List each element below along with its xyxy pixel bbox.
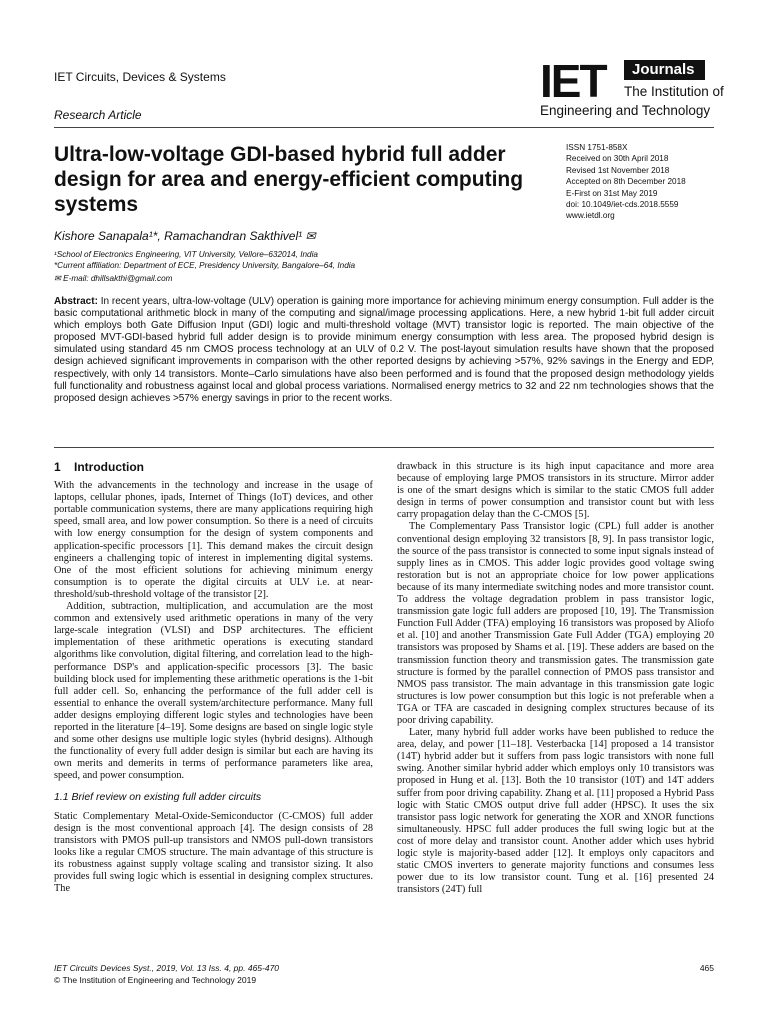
corresponding-email[interactable]: ✉ E-mail: dhillsakthi@gmail.com [54,274,173,283]
meta-received: Received on 30th April 2018 [566,154,669,164]
body-column-left [54,461,373,895]
article-title: Ultra-low-voltage GDI-based hybrid full adder design for area and energy-efficient computing systems [54,143,524,216]
article-type: Research Article [54,108,142,122]
paragraph: Static Complementary Metal-Oxide-Semiconductor (C-CMOS) full adder design is the most conventional approach [4]. The design consists of 28 transistors with PMOS pull-up transistors and NMOS pull-down transistors looks like a regular CMOS structure. The main advantage of this structure is its robustness against supply voltage scaling and transistor sizing. It also provides full swing logic which is essential in designing complex structures. The [54,810,373,895]
body-column-right [397,461,714,896]
abstract-text: In recent years, ultra-low-voltage (ULV) operation is gaining more importance for achieving minimum energy consumption. Full adder is the basic computational arithmetic block in many of the computing and signal/image processing applications. Here, a new hybrid 1-bit full adder circuit which employs both Gate Diffusion Input (GDI) logic and multi-threshold voltage (MVT) transistor logic is reported. The main objective of the proposed MVT-GDI-based hybrid full adder design is to provide minimum energy consumption with less area. The proposed hybrid design is simulated using standard 45 nm CMOS process technology at an ULV of 0.2 V. The post-layout simulation results have shown that the proposed design achieved significant improvements in comparison with the other reported designs by achieving >57%, 92% savings in the Energy and EDP, respectively, with only 14 transistors. Monte–Carlo simulations have also been performed and is found that the proposed design methodology yields full functionality and robustness against local and global process variations. Normalised energy metrics to 32 and 22 nm technologies shows that the proposed design achieves >57% energy savings in prior to the recent works. [54,296,714,404]
iet-logo [540,55,724,122]
abstract [54,296,714,405]
meta-doi[interactable]: doi: 10.1049/iet-cds.2018.5559 [566,200,679,210]
meta-efirst: E-First on 31st May 2019 [566,188,658,198]
section-number: 1 [54,460,61,474]
paragraph: drawback in this structure is its high input capacitance and more area because of employing large PMOS transistors in its structure. Mirror adder is one of the smart designs which is similar to the static CMOS full adder design in terms of power consumption and transistor count but with less carry propagation delay than the C-CMOS [5]. [397,461,714,521]
page-number: 465 [699,963,714,973]
affiliation-1: ¹School of Electronics Engineering, VIT University, Vellore–632014, India [54,250,318,259]
section-heading-introduction [54,461,373,473]
paragraph: Addition, subtraction, multiplication, and accumulation are the most common and extensively used arithmetic operations in many of the very large-scale integration (VLSI) and DSP architectures. The efficient implementation of these arithmetic operations is executing standard algorithms like convolution, digital filtering, and correlation lead to the high-performance DSP's and application-specific processors [3]. The basic building block used for implementing these arithmetic operations is the 1-bit full adder cell. So, enhancing the performance of the full adder cell is essential to enhance the overall system/architecture performance. Many full adder designs employing different logic styles and technologies have been reported in the literature [4–19]. Some designs are based on single logic style and some other designs use multiple logic styles (hybrid designs). Although the functionality of every full adder design is similar but each are having its own merits and demerits in terms of performance parameters like area, speed, and power consumption. [54,601,373,782]
meta-issn: ISSN 1751-858X [566,143,628,152]
logo-iet-mark: IET [540,55,606,107]
affiliation-2: *Current affiliation: Department of ECE, Presidency University, Bangalore–64, India [54,261,356,270]
abstract-divider [54,447,714,448]
paragraph: The Complementary Pass Transistor logic (CPL) full adder is another conventional design employing 32 transistors [8, 9]. In pass transistor logic, the source of the pass transistor is connected to some input signals instead of supply lines as in CMOS. This adder logic provides good voltage swing restoration but is not an appropriate choice for low power applications because of its many intermediate switching nodes and more transistor count. To address the voltage degradation problem in pass transistor logic, transmission gate logic full adders are proposed [10, 19]. The Transmission Function Full Adder (TFA) employing 16 transistors was proposed by Aliofo et al. [10] and another Transmission Gate Full Adder (TGA) employing 20 transistors was proposed by Shams et al. [19]. These adders are based on the transmission function theory and transmission gates. The transmission gate structure is formed by the parallel connection of PMOS pass transistor and NMOS pass transistor. The main advantage in this transmission gate logic structures is low power consumption but this logic is not preferable when a TGA or TFA are cascaded in designing complex structures because of its poor driving capability. [397,521,714,726]
affiliations [54,249,355,271]
journal-name: IET Circuits, Devices & Systems [54,70,226,84]
header-divider [54,127,714,128]
paragraph: With the advancements in the technology and increase in the usage of laptops, cellular phones, ipads, Internet of Things (IoT) devices, and other portable communication systems, there are many applications requiring high speed, small area, and low power consumption. So there is a need of circuits with low energy consumption for the design of system components and application-specific processors [1]. This demand makes the circuit design engineers a challenging topic of interest in implementing digital systems. One of the most efficient solutions for achieving minimum energy consumption is to operate the digital circuits at ULV i.e. at near-threshold/sub-threshold voltage of the transistor [2]. [54,480,373,600]
subsection-heading: 1.1 Brief review on existing full adder circuits [54,791,262,804]
footer-copyright: © The Institution of Engineering and Technology 2019 [54,975,257,985]
abstract-label: Abstract: [54,296,98,307]
logo-journals-badge: Journals [624,60,705,80]
meta-accepted: Accepted on 8th December 2018 [566,177,686,187]
paragraph: Later, many hybrid full adder works have been published to reduce the area, delay, and power [11–18]. Vesterbacka [14] proposed a 14 transistor (14T) hybrid adder but it suffers from pass logic transistors with none full swing. Another similar hybrid adder which employs only 10 transistors was proposed in Hung et al. [13]. Both the 10 transistor (10T) and 14T adders suffer from poor driving capability. Zhang et al. [11] proposed a Hybrid Pass logic with Static CMOS output drive full adder (HPSC). It uses the six transistor pass logic network for generating the XOR and XNOR functions simultaneously. HPSC full adder produces the full swing logic but at the cost of more delay and transistor count. Another adder which uses hybrid logic style is majority-based adder [12]. It employs only capacitors and static CMOS inverters to generate majority functions and consumes less power due to its low transistor count. Tung et al. [16] presented 24 transistors (24T) full [397,727,714,896]
logo-institution-line1: The Institution of [624,84,724,99]
logo-institution-line2: Engineering and Technology [540,103,711,118]
meta-website[interactable]: www.ietdl.org [566,211,615,221]
meta-revised: Revised 1st November 2018 [566,165,670,175]
author-list: Kishore Sanapala¹*, Ramachandran Sakthivel¹ ✉ [54,229,316,243]
footer-citation: IET Circuits Devices Syst., 2019, Vol. 13 Iss. 4, pp. 465-470 [54,963,280,973]
section-title: Introduction [74,460,144,474]
article-metadata [566,142,686,222]
page-footer [54,962,714,986]
